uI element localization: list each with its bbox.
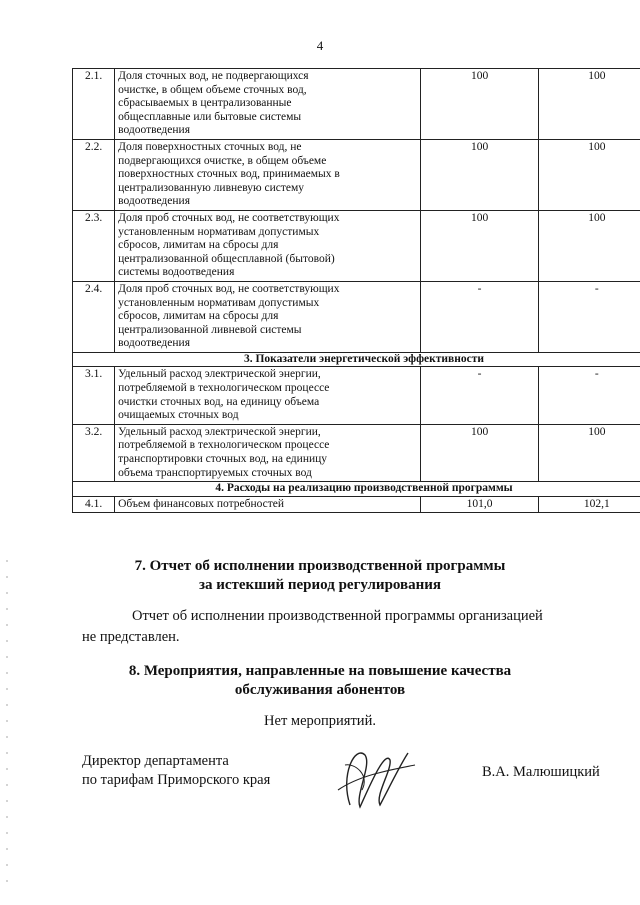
row-description: Доля проб сточных вод, не соответствующих установленным нормативам допустимых сбросов, лимитам на сбросы для централизованной ливневой системы водоотведения (115, 281, 421, 352)
table-row (73, 424, 640, 481)
table-row (73, 139, 640, 210)
signatory-name: В.А. Малюшицкий (482, 764, 600, 780)
signatory-position: Директор департамента по тарифам Приморского края (82, 753, 271, 788)
value-col2: 102,1 (538, 496, 640, 513)
value-col1: 100 (421, 69, 538, 140)
section-header-row (73, 352, 640, 367)
table-row (73, 210, 640, 281)
row-description: Удельный расход электрической энергии, потребляемой в технологическом процессе очистки сточных вод, на единицу объема очищаемых сточных вод (115, 367, 421, 424)
section-4-title: 4. Расходы на реализацию производственной программы (73, 482, 640, 497)
table-row (73, 496, 640, 513)
row-description: Удельный расход электрической энергии, потребляемой в технологическом процессе транспортировки сточных вод, на единицу объема транспортируемых сточных вод (115, 424, 421, 481)
row-number: 3.1. (73, 367, 115, 424)
row-number: 2.4. (73, 281, 115, 352)
section-8-body: Нет мероприятий. (264, 713, 376, 729)
table-row (73, 69, 640, 140)
indicators-table (72, 68, 640, 513)
value-col1: - (421, 367, 538, 424)
handwritten-signature (330, 735, 420, 815)
value-col1: - (421, 281, 538, 352)
row-number: 4.1. (73, 496, 115, 513)
table-row (73, 281, 640, 352)
page-number: 4 (316, 38, 324, 53)
table-row (73, 367, 640, 424)
row-description: Доля сточных вод, не подвергающихся очистке, в общем объеме сточных вод, сбрасываемых в централизованные общесплавные или бытовые системы водоотведения (115, 69, 421, 140)
value-col1: 101,0 (421, 496, 538, 513)
value-col2: 100 (538, 210, 640, 281)
section-8-title: 8. Мероприятия, направленные на повышение качества обслуживания абонентов (128, 663, 512, 698)
row-description: Доля проб сточных вод, не соответствующих установленным нормативам допустимых сбросов, лимитам на сбросы для централизованной общесплавной (бытовой) системы водоотведения (115, 210, 421, 281)
row-description: Объем финансовых потребностей (115, 496, 421, 513)
section-7-title: 7. Отчет об исполнении производственной программы за истекший период регулирования (134, 558, 506, 593)
row-description: Доля поверхностных сточных вод, не подвергающихся очистке, в общем объеме поверхностных сточных вод, принимаемых в централизованную ливневую систему водоотведения (115, 139, 421, 210)
value-col1: 100 (421, 139, 538, 210)
value-col1: 100 (421, 424, 538, 481)
value-col2: - (538, 367, 640, 424)
value-col2: 100 (538, 69, 640, 140)
value-col2: 100 (538, 424, 640, 481)
row-number: 2.2. (73, 139, 115, 210)
section-7-body: Отчет об исполнении производственной программы организацией не представлен. (82, 608, 543, 645)
value-col2: 100 (538, 139, 640, 210)
row-number: 2.3. (73, 210, 115, 281)
value-col1: 100 (421, 210, 538, 281)
row-number: 2.1. (73, 69, 115, 140)
value-col2: - (538, 281, 640, 352)
margin-dots (6, 560, 8, 890)
section-header-row (73, 482, 640, 497)
section-3-title: 3. Показатели энергетической эффективности (73, 352, 640, 367)
row-number: 3.2. (73, 424, 115, 481)
